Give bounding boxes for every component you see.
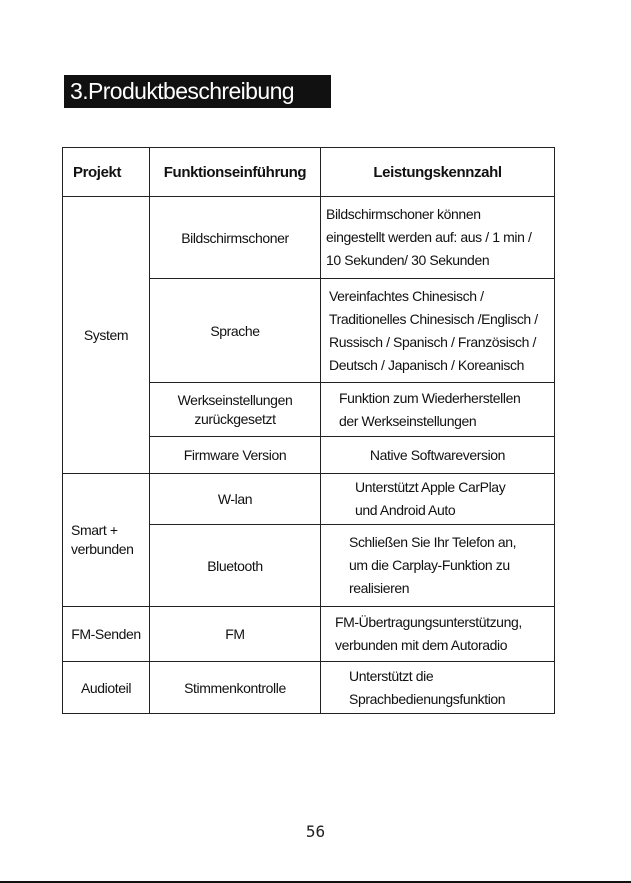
performance-line: Vereinfachtes Chinesisch / (329, 287, 484, 304)
function-cell (150, 279, 321, 383)
performance-cell (321, 607, 555, 662)
function-cell (150, 437, 321, 474)
function-cell (150, 474, 321, 525)
header-projekt: Projekt (63, 148, 150, 197)
table-row (63, 662, 555, 714)
category-label: Audioteil (80, 679, 132, 696)
performance-cell (321, 437, 555, 474)
performance-line: um die Carplay-Funktion zu (349, 557, 510, 573)
performance-cell (321, 525, 555, 607)
category-label: FM-Senden (71, 626, 141, 642)
table-row (63, 474, 555, 525)
table-header-row (63, 148, 555, 197)
function-cell (150, 197, 321, 279)
header-funktionseinfuehrung: Funktionseinführung (150, 148, 321, 197)
performance-line: Traditionelles Chinesisch /Englisch / (329, 310, 538, 327)
section-title: 3.Produktbeschreibung (64, 75, 331, 108)
function-label: Werkseinstellungen (177, 391, 293, 408)
header-leistungskennzahl: Leistungskennzahl (321, 148, 555, 197)
performance-cell (321, 279, 555, 383)
category-cell-smart (63, 474, 150, 607)
performance-line: Native Softwareversion (369, 447, 506, 463)
function-label: Bluetooth (207, 557, 263, 574)
function-label: Firmware Version (183, 447, 287, 463)
page-number: 56 (305, 822, 326, 841)
table-row (63, 607, 555, 662)
function-label: Stimmenkontrolle (184, 679, 286, 696)
performance-line: Unterstützt Apple CarPlay (355, 479, 506, 495)
performance-line: realisieren (349, 580, 410, 596)
performance-line: Unterstützt die (349, 667, 434, 684)
function-cell (150, 525, 321, 607)
product-description-table (62, 147, 555, 714)
performance-line: verbunden mit dem Autoradio (335, 637, 508, 653)
performance-line: und Android Auto (355, 502, 456, 518)
performance-line: Bildschirmschoner können (326, 206, 481, 222)
performance-line: FM-Übertragungsunterstützung, (335, 614, 522, 630)
performance-line: Funktion zum Wiederherstellen (339, 389, 521, 406)
function-cell (150, 607, 321, 662)
performance-line: Deutsch / Japanisch / Koreanisch (329, 356, 524, 373)
performance-line: eingestellt werden auf: aus / 1 min / (326, 229, 532, 245)
function-cell (150, 383, 321, 437)
function-label: W-lan (217, 491, 253, 507)
category-cell-system (63, 197, 150, 474)
category-label: Smart + (71, 522, 118, 538)
category-label: verbunden (71, 541, 134, 557)
performance-cell (321, 383, 555, 437)
performance-line: Schließen Sie Ihr Telefon an, (349, 534, 517, 550)
category-cell-audio (63, 662, 150, 714)
table-row (63, 197, 555, 279)
performance-line: der Werkseinstellungen (339, 412, 477, 429)
performance-cell (321, 662, 555, 714)
function-label: Sprache (210, 322, 260, 339)
function-label: Bildschirmschoner (181, 229, 289, 246)
performance-line: Russisch / Spanisch / Französisch / (329, 333, 536, 350)
function-label: FM (225, 626, 245, 642)
performance-line: Sprachbedienungsfunktion (349, 690, 506, 707)
performance-cell (321, 197, 555, 279)
performance-cell (321, 474, 555, 525)
performance-line: 10 Sekunden/ 30 Sekunden (326, 252, 490, 268)
category-cell-fm (63, 607, 150, 662)
function-cell (150, 662, 321, 714)
category-label: System (83, 327, 129, 343)
function-label: zurückgesetzt (194, 410, 276, 427)
